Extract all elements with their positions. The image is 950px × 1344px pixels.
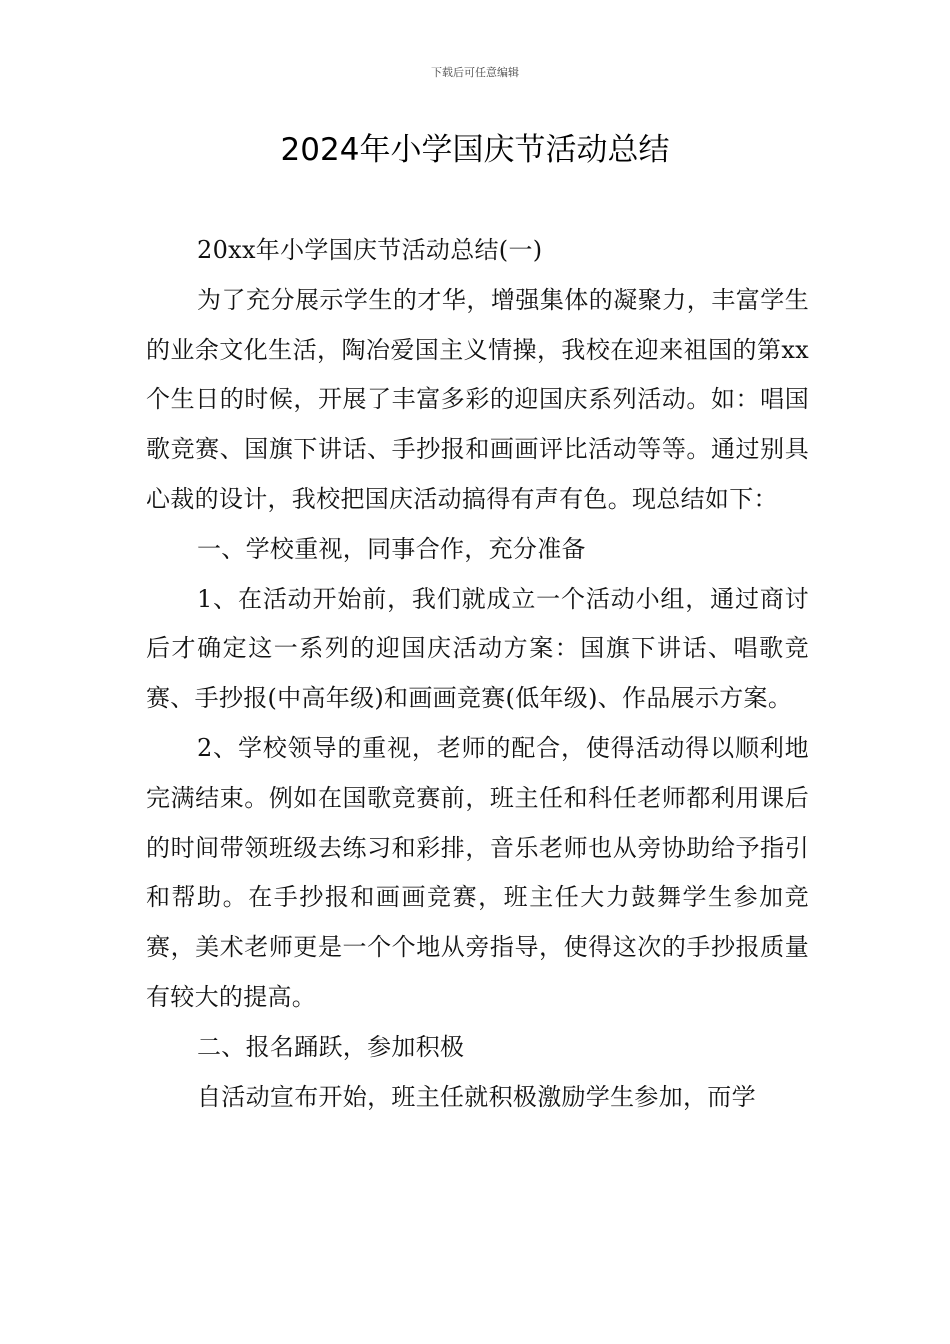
section-heading-2: 二、报名踊跃，参加积极 xyxy=(197,1032,465,1061)
document-body xyxy=(146,226,809,1122)
paragraph-point-1: 1、在活动开始前，我们就成立一个活动小组，通过商讨后才确定这一系列的迎国庆活动方案：国旗下讲话、唱歌竞赛、手抄报(中高年级)和画画竞赛(低年级)、作品展示方案。 xyxy=(146,584,809,713)
document-title: 2024年小学国庆节活动总结 xyxy=(280,132,670,168)
section-heading-1: 一、学校重视，同事合作，充分准备 xyxy=(197,534,586,563)
paragraph-intro: 为了充分展示学生的才华，增强集体的凝聚力，丰富学生的业余文化生活，陶冶爱国主义情操，我校在迎来祖国的第xx个生日的时候，开展了丰富多彩的迎国庆系列活动。如：唱国歌竞赛、国旗下讲话、手抄报和画画评比活动等等。通过别具心裁的设计，我校把国庆活动搞得有声有色。现总结如下： xyxy=(146,285,809,513)
paragraph-point-2: 2、学校领导的重视，老师的配合，使得活动得以顺利地完满结束。例如在国歌竞赛前，班主任和科任老师都利用课后的时间带领班级去练习和彩排，音乐老师也从旁协助给予指引和帮助。在手抄报和画画竞赛，班主任大力鼓舞学生参加竞赛，美术老师更是一个个地从旁指导，使得这次的手抄报质量有较大的提高。 xyxy=(146,733,809,1011)
header-note: 下载后可任意编辑 xyxy=(431,66,519,79)
section-subtitle: 20xx年小学国庆节活动总结(一) xyxy=(197,236,543,264)
paragraph-continuation: 自活动宣布开始，班主任就积极激励学生参加，而学 xyxy=(197,1082,756,1111)
